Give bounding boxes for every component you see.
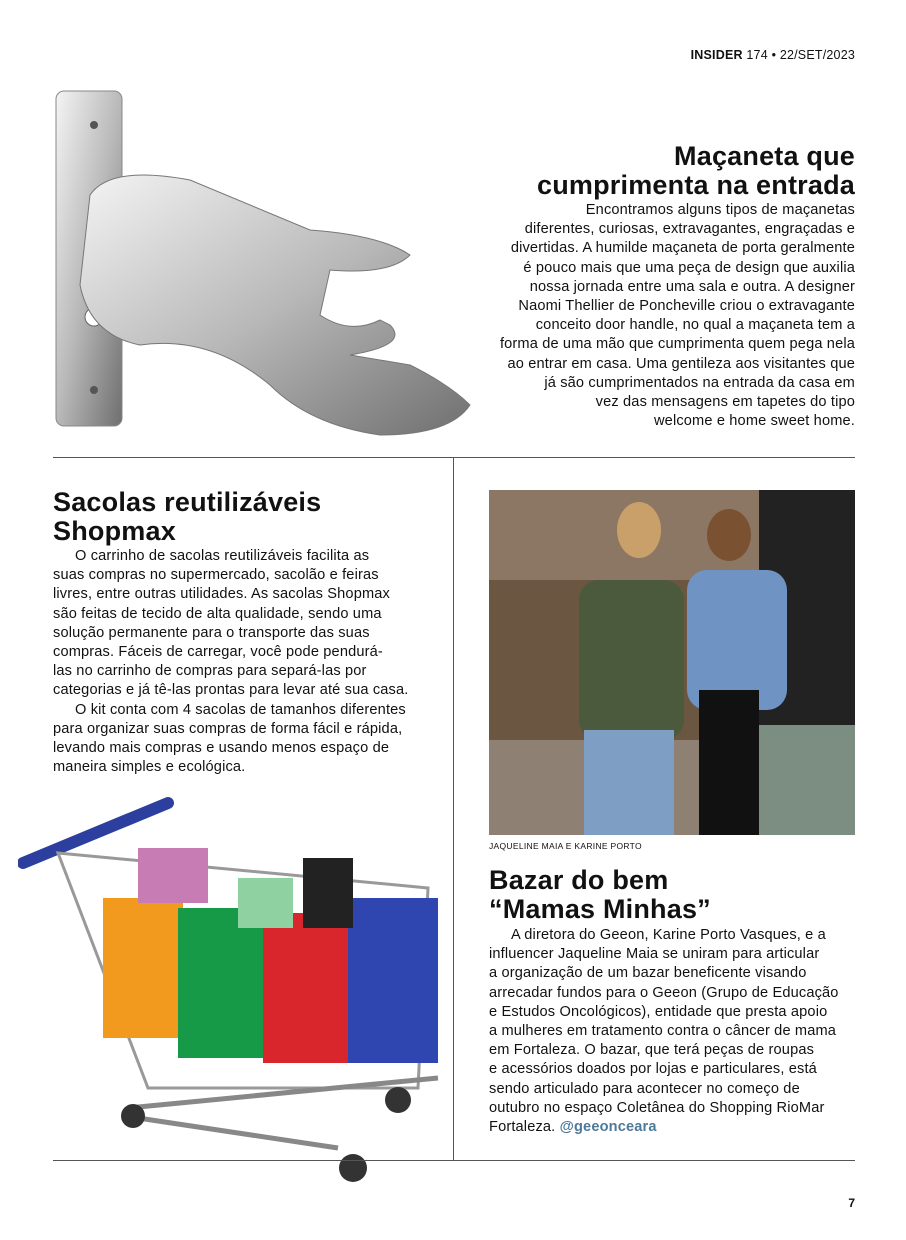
separator: • (771, 48, 777, 62)
body-line: conceito door handle, no qual a maçaneta tem a (535, 317, 855, 334)
body-line: O carrinho de sacolas reutilizáveis facilita as (75, 548, 370, 564)
article2-title: Sacolas reutilizáveis Shopmax (53, 487, 322, 546)
social-handle-link[interactable]: @geeonceara (559, 1119, 657, 1136)
body-line: arrecadar fundos para o Geeon (Grupo de Educação (489, 984, 839, 1001)
article3-body (489, 926, 839, 1137)
body-line: maneira simples e ecológica. (53, 759, 246, 776)
body-line: já são cumprimentados na entrada da casa em (544, 374, 855, 391)
body-line: nossa jornada entre uma sala e outra. A designer (529, 278, 855, 295)
brand: INSIDER (690, 48, 743, 62)
body-line: são feitas de tecido de alta qualidade, sendo uma (53, 605, 382, 622)
body-line (489, 1118, 839, 1137)
shopping-cart-bags-image (18, 788, 463, 1193)
body-line: forma de uma mão que cumprimenta quem pega nela (499, 336, 855, 353)
article3-title: Bazar do bem “Mamas Minhas” (489, 865, 711, 924)
body-line: é pouco mais que uma peça de design que auxilia (523, 259, 855, 276)
body-line: ao entrar em casa. Uma gentileza aos visitantes que (507, 355, 855, 372)
article1-title: Maçaneta que cumprimenta na entrada (537, 141, 855, 200)
body-line: las no carrinho de compras para separá-las por (53, 663, 367, 680)
body-line: vez das mensagens em tapetes do tipo (595, 394, 855, 411)
body-line: outubro no espaço Coletânea do Shopping RioMar (489, 1099, 825, 1116)
divider-top (53, 457, 855, 458)
body-line: O kit conta com 4 sacolas de tamanhos diferentes (75, 701, 406, 718)
body-line: e Estudos Oncológicos), entidade que presta apoio (489, 1003, 828, 1020)
issue-header (691, 48, 855, 62)
photo-caption: JAQUELINE MAIA E KARINE PORTO (489, 841, 642, 851)
body-line: suas compras no supermercado, sacolão e feiras (53, 567, 379, 584)
article1-body (500, 201, 855, 431)
body-line: influencer Jaqueline Maia se uniram para articular (489, 946, 820, 963)
body-line: a organização de um bazar beneficente visando (489, 965, 807, 982)
door-handle-hand-image (50, 85, 480, 445)
body-line: em Fortaleza. O bazar, que terá peças de roupas (489, 1042, 815, 1059)
jaqueline-karine-photo (489, 490, 855, 835)
body-line: categorias e já tê-las prontas para levar até sua casa. (53, 682, 409, 699)
body-text: Fortaleza. (489, 1119, 556, 1136)
article2-body (53, 547, 408, 777)
body-line: levando mais compras e usando menos espaço de (53, 740, 390, 757)
page-number: 7 (848, 1196, 855, 1210)
body-line: livres, entre outras utilidades. As sacolas Shopmax (53, 586, 390, 603)
issue-date: 22/SET/2023 (779, 48, 855, 62)
body-line: solução permanente para o transporte das suas (53, 624, 370, 641)
issue-number: 174 (746, 48, 768, 62)
divider-bottom (53, 1160, 855, 1161)
body-line: diferentes, curiosas, extravagantes, engraçadas e (524, 221, 855, 238)
body-line: Encontramos alguns tipos de maçanetas (585, 202, 855, 218)
body-line: Naomi Thellier de Poncheville criou o extravagante (518, 298, 855, 315)
body-line: para organizar suas compras de forma fácil e rápida, (53, 720, 403, 737)
body-line: sendo articulado para acontecer no começo de (489, 1080, 800, 1097)
body-line: e acessórios doados por lojas e particulares, está (489, 1061, 817, 1078)
body-line: a mulheres em tratamento contra o câncer de mama (489, 1023, 837, 1040)
body-line: divertidas. A humilde maçaneta de porta geralmente (510, 240, 855, 257)
body-line: welcome e home sweet home. (653, 413, 855, 430)
body-line: compras. Fáceis de carregar, você pode pendurá- (53, 644, 383, 661)
body-line: A diretora do Geeon, Karine Porto Vasques, e a (511, 927, 826, 943)
